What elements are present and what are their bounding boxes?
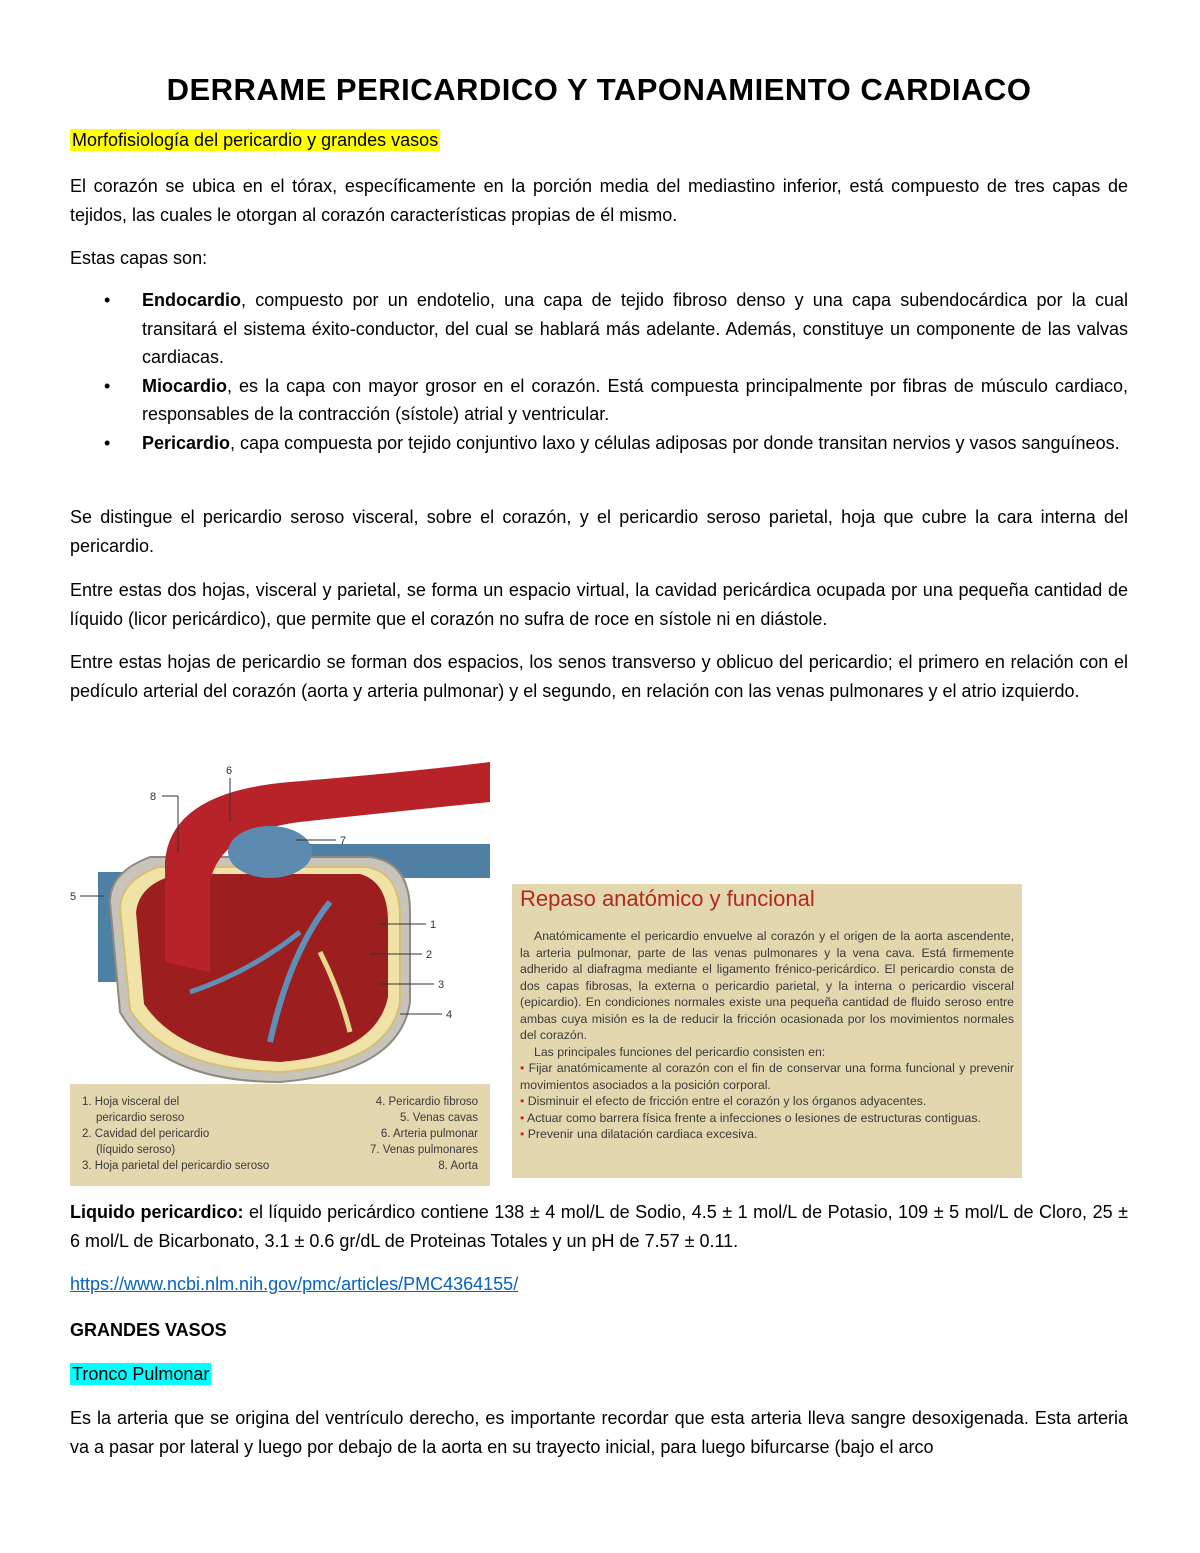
legend-item: 3. Hoja parietal del pericardio seroso: [82, 1160, 270, 1172]
section-heading-vessels: [70, 1316, 1128, 1345]
label-1: 1: [430, 919, 437, 931]
text-endocardio: , compuesto por un endotelio, una capa de tejido fibroso denso y una capa subendocárdica por la cual transitará el sistema éxito-conductor, del cual se hablará más adelante. Además, constituye un componente de las valvas cardiacas.: [142, 290, 1128, 367]
list-item-pericardio: [70, 429, 1128, 458]
review-heading: Repaso anatómico y funcional: [520, 886, 815, 911]
layers-list: [70, 286, 1128, 457]
term-miocardio: Miocardio: [142, 375, 228, 396]
review-function-item: • Fijar anatómicamente al corazón con el fin de conservar una forma funcional y prevenir movimientos asociados a la posición corporal.: [520, 1061, 1014, 1092]
legend-item: (líquido seroso): [96, 1144, 176, 1156]
label-8: 8: [150, 791, 157, 803]
anatomical-review-box: [512, 884, 1022, 1178]
highlighted-heading: Morfofisiología del pericardio y grandes vasos: [72, 130, 439, 150]
legend-item: 4. Pericardio fibroso: [375, 1096, 478, 1108]
bullet-icon: •: [520, 1110, 528, 1125]
text-pericardio: , capa compuesta por tejido conjuntivo laxo y células adiposas por donde transitan nervios y vasos sanguíneos.: [230, 432, 1120, 453]
bullet-icon: •: [520, 1061, 529, 1075]
review-paragraph: Anatómicamente el pericardio envuelve al corazón y el origen de la aorta ascendente, la arteria pulmonar, parte de las venas pulmonares y la vena cava. Está firmemente adherido al diafragma mediante el ligamento frénico-pericárdico. El pericardio consta de dos capas fibrosas, la externa o pericardio parietal, y la interna o pericardio visceral (epicardio). En condiciones normales existe una pequeña cantidad de fluido seroso entre ambas cuya misión es la de reducir la fricción ocasionada por los movimientos normales del corazón.: [520, 929, 1014, 1042]
legend-item: 1. Hoja visceral del: [82, 1096, 180, 1108]
paragraph-layers-intro: Estas capas son:: [70, 248, 208, 268]
legend-item: 6. Arteria pulmonar: [380, 1128, 478, 1140]
paragraph-cavity: Entre estas dos hojas, visceral y parietal, se forma un espacio virtual, la cavidad pericárdica ocupada por una pequeña cantidad de líquido (licor pericárdico), que permite que el corazón no sufra de roce en sístole ni en diástole.: [70, 580, 1128, 629]
paragraph-pulmonary-trunk: Es la arteria que se origina del ventrículo derecho, es importante recordar que esta arteria lleva sangre desoxigenada. Esta arteria va a pasar por lateral y luego por debajo de la aorta en su trayecto inicial, para luego bifurcarse (bajo el arco: [70, 1408, 1128, 1457]
paragraph-liquid: [70, 1198, 1128, 1255]
figure-legend: [70, 1084, 490, 1186]
heart-illustration: [70, 752, 490, 1184]
subsection-heading-pulmonary: [70, 1360, 1128, 1389]
section-heading-morphophysiology: [70, 126, 1128, 155]
reference-line: [70, 1270, 1128, 1299]
legend-item: pericardio seroso: [96, 1112, 185, 1124]
highlighted-subheading: Tronco Pulmonar: [72, 1364, 210, 1384]
review-function-item: • Disminuir el efecto de fricción entre el corazón y los órganos adyacentes.: [520, 1094, 927, 1108]
term-pericardio: Pericardio: [142, 432, 231, 453]
review-function-item: • Prevenir una dilatación cardiaca excesiva.: [520, 1127, 758, 1141]
legend-right-column: [298, 1094, 478, 1174]
label-3: 3: [438, 979, 445, 991]
pulmonary-artery-shape: [228, 826, 312, 878]
review-function-item: • Actuar como barrera física frente a infecciones o lesiones de estructuras contiguas.: [520, 1110, 981, 1125]
legend-item: 5. Venas cavas: [400, 1112, 478, 1124]
term-endocardio: Endocardio: [142, 290, 242, 310]
bullet-icon: •: [520, 1127, 528, 1141]
label-6: 6: [226, 765, 233, 777]
legend-item: 2. Cavidad del pericardio: [82, 1128, 210, 1140]
paragraph-intro: El corazón se ubica en el tórax, específicamente en la porción media del mediastino inferior, está compuesto de tres capas de tejidos, las cuales le otorgan al corazón características propias de él mismo.: [70, 176, 1128, 225]
document-title: DERRAME PERICARDICO Y TAPONAMIENTO CARDIACO: [166, 72, 1032, 107]
legend-left-column: [82, 1094, 282, 1174]
paragraph-serous: Se distingue el pericardio seroso visceral, sobre el corazón, y el pericardio seroso parietal, hoja que cubre la cara interna del pericardio.: [70, 507, 1128, 556]
heart-diagram: [70, 752, 490, 1084]
label-7: 7: [340, 835, 347, 847]
list-item-miocardio: [70, 372, 1128, 429]
bullet-icon: •: [520, 1094, 528, 1108]
bullet-icon: •: [104, 375, 111, 396]
bullet-icon: •: [104, 290, 111, 310]
section-heading-vessels-text: GRANDES VASOS: [70, 1320, 227, 1340]
review-body: [520, 928, 1014, 1143]
liquid-text: el líquido pericárdico contiene 138 ± 4 mol/L de Sodio, 4.5 ± 1 mol/L de Potasio, 109 ± 5 mol/L de Cloro, 25 ± 6 mol/L de Bicarbonato, 3.1 ± 0.6 gr/dL de Proteinas Totales y un pH de 7.57 ± 0.11.: [70, 1202, 1128, 1251]
list-item-endocardio: [70, 286, 1128, 372]
bullet-icon: •: [104, 432, 111, 453]
reference-link[interactable]: https://www.ncbi.nlm.nih.gov/pmc/articles/PMC4364155/: [70, 1274, 519, 1294]
legend-item: 8. Aorta: [438, 1160, 478, 1172]
liquid-label: Liquido pericardico:: [70, 1202, 244, 1222]
label-4: 4: [446, 1009, 453, 1021]
label-5: 5: [70, 891, 77, 903]
legend-item: 7. Venas pulmonares: [369, 1144, 478, 1156]
review-functions-intro: Las principales funciones del pericardio consisten en:: [534, 1044, 826, 1059]
text-miocardio: , es la capa con mayor grosor en el corazón. Está compuesta principalmente por fibras de músculo cardiaco, responsables de la contracción (sístole) atrial y ventricular.: [142, 375, 1128, 424]
label-2: 2: [426, 949, 433, 961]
paragraph-sinuses: Entre estas hojas de pericardio se forman dos espacios, los senos transverso y oblicuo del pericardio; el primero en relación con el pedículo arterial del corazón (aorta y arteria pulmonar) y el segundo, en relación con las venas pulmonares y el atrio izquierdo.: [70, 652, 1128, 701]
